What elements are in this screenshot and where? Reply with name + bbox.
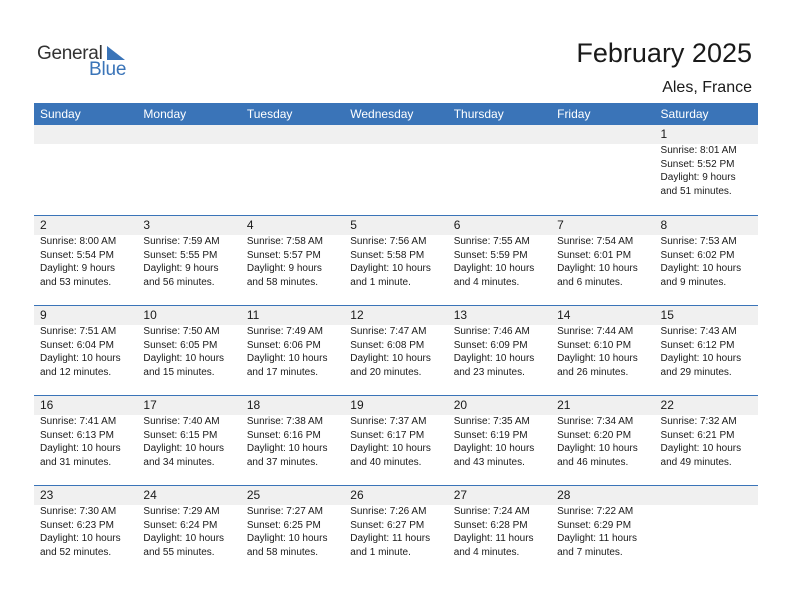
sunrise-time: Sunrise: 7:40 AM [143,416,220,427]
sunset-time: Sunset: 6:06 PM [246,339,321,351]
day-number: 5 [350,218,357,232]
sunrise-time: Sunrise: 7:24 AM [453,506,530,517]
day-cell [137,216,240,305]
sunrise-time: Sunrise: 8:00 AM [40,236,117,247]
daylight-minutes: and 31 minutes. [40,456,112,468]
daylight-minutes: and 34 minutes. [143,456,215,468]
daylight-minutes: and 29 minutes. [660,366,732,378]
sunrise-time: Sunrise: 7:27 AM [246,506,323,517]
weekday-saturday: Saturday [660,107,709,121]
daylight-hours: Daylight: 10 hours [350,443,431,454]
day-number: 20 [453,398,468,412]
sunset-time: Sunset: 6:29 PM [557,519,632,531]
empty-day-cell [448,125,551,215]
daylight-hours: Daylight: 9 hours [660,172,736,183]
sunset-time: Sunset: 5:58 PM [350,249,425,261]
empty-day-cell [655,486,758,575]
weekday-tuesday: Tuesday [246,107,293,121]
daylight-hours: Daylight: 10 hours [40,443,121,454]
day-number: 7 [557,218,564,232]
sunset-time: Sunset: 6:28 PM [453,519,528,531]
daylight-hours: Daylight: 11 hours [453,533,534,544]
sunset-time: Sunset: 5:52 PM [660,158,735,170]
daylight-minutes: and 55 minutes. [143,546,215,558]
daylight-minutes: and 4 minutes. [453,546,520,558]
sunset-time: Sunset: 6:02 PM [660,249,735,261]
sunset-time: Sunset: 6:01 PM [557,249,632,261]
sunset-time: Sunset: 6:12 PM [660,339,735,351]
daylight-hours: Daylight: 10 hours [246,443,328,454]
day-cell [344,396,447,485]
daylight-hours: Daylight: 10 hours [557,353,638,364]
daylight-hours: Daylight: 10 hours [453,263,535,274]
sunset-time: Sunset: 6:08 PM [350,339,425,351]
sunset-time: Sunset: 6:09 PM [453,339,528,351]
empty-day-cell [137,125,240,215]
day-number-bar [551,125,654,144]
day-number: 9 [40,308,47,322]
sunrise-time: Sunrise: 7:50 AM [143,326,220,337]
daylight-hours: Daylight: 10 hours [453,353,535,364]
sunset-time: Sunset: 6:15 PM [143,429,218,441]
day-number: 12 [350,308,364,322]
day-number: 25 [246,488,261,502]
weekday-monday: Monday [143,107,187,121]
week-row [34,125,758,215]
day-cell [137,396,240,485]
daylight-minutes: and 53 minutes. [40,276,112,288]
sunrise-time: Sunrise: 7:30 AM [40,506,117,517]
daylight-hours: Daylight: 10 hours [660,443,742,454]
daylight-hours: Daylight: 10 hours [350,353,431,364]
daylight-minutes: and 23 minutes. [453,366,525,378]
daylight-minutes: and 46 minutes. [557,456,629,468]
day-cell [241,396,344,485]
daylight-hours: Daylight: 10 hours [40,533,121,544]
sunrise-time: Sunrise: 7:26 AM [350,506,427,517]
day-cell [344,216,447,305]
sunrise-time: Sunrise: 7:35 AM [453,416,530,427]
daylight-hours: Daylight: 10 hours [557,443,638,454]
empty-day-cell [241,125,344,215]
sunset-time: Sunset: 6:13 PM [40,429,114,441]
daylight-hours: Daylight: 9 hours [40,263,116,274]
day-cell [344,306,447,395]
daylight-minutes: and 7 minutes. [557,546,623,558]
daylight-minutes: and 26 minutes. [557,366,629,378]
daylight-minutes: and 56 minutes. [143,276,215,288]
sunrise-time: Sunrise: 7:32 AM [660,416,737,427]
daylight-hours: Daylight: 10 hours [350,263,431,274]
day-cell [137,486,240,575]
sunrise-time: Sunrise: 7:47 AM [350,326,427,337]
location-label: Ales, France [662,79,752,96]
week-row [34,485,758,575]
daylight-minutes: and 6 minutes. [557,276,623,288]
sunrise-time: Sunrise: 7:34 AM [557,416,634,427]
sunset-time: Sunset: 6:05 PM [143,339,218,351]
sunrise-time: Sunrise: 7:44 AM [557,326,634,337]
daylight-hours: Daylight: 10 hours [143,533,225,544]
day-number: 27 [453,488,468,502]
sunrise-time: Sunrise: 7:29 AM [143,506,220,517]
day-cell [655,306,758,395]
day-number: 2 [40,218,47,232]
weekday-sunday: Sunday [40,107,81,121]
daylight-hours: Daylight: 11 hours [350,533,431,544]
day-number: 4 [246,218,254,232]
daylight-hours: Daylight: 10 hours [660,263,742,274]
day-cell [241,486,344,575]
sunset-time: Sunset: 6:04 PM [40,339,114,351]
weekday-thursday: Thursday [453,107,504,121]
daylight-hours: Daylight: 10 hours [143,353,225,364]
sunset-time: Sunset: 5:59 PM [453,249,528,261]
empty-day-cell [344,125,447,215]
daylight-minutes: and 1 minute. [350,546,411,558]
day-cell [448,396,551,485]
daylight-minutes: and 51 minutes. [660,185,732,197]
day-number: 17 [143,398,157,412]
calendar-grid [34,103,758,575]
sunrise-time: Sunrise: 7:55 AM [453,236,530,247]
day-number: 23 [40,488,54,502]
day-number-bar [34,125,137,144]
day-number: 8 [660,218,668,232]
daylight-minutes: and 15 minutes. [143,366,215,378]
day-number: 18 [246,398,261,412]
daylight-hours: Daylight: 10 hours [660,353,742,364]
day-cell [241,306,344,395]
sunset-time: Sunset: 6:17 PM [350,429,425,441]
daylight-hours: Daylight: 10 hours [246,533,328,544]
sunset-time: Sunset: 5:55 PM [143,249,218,261]
sunset-time: Sunset: 6:24 PM [143,519,218,531]
day-number: 16 [40,398,54,412]
day-cell [448,486,551,575]
logo-general-text: General [37,43,103,64]
daylight-minutes: and 43 minutes. [453,456,525,468]
day-cell [551,486,654,575]
day-cell [551,306,654,395]
sunset-time: Sunset: 5:54 PM [40,249,114,261]
daylight-hours: Daylight: 10 hours [246,353,328,364]
sunrise-time: Sunrise: 7:46 AM [453,326,530,337]
sunrise-time: Sunrise: 7:49 AM [246,326,323,337]
sunset-time: Sunset: 6:23 PM [40,519,114,531]
daylight-minutes: and 20 minutes. [350,366,422,378]
daylight-hours: Daylight: 9 hours [246,263,322,274]
day-number-bar [241,125,344,144]
sunrise-time: Sunrise: 7:41 AM [40,416,117,427]
day-cell [34,396,137,485]
sunrise-time: Sunrise: 7:38 AM [246,416,323,427]
daylight-hours: Daylight: 10 hours [40,353,121,364]
sunrise-time: Sunrise: 7:43 AM [660,326,737,337]
sunset-time: Sunset: 5:57 PM [246,249,321,261]
calendar-weeks [34,125,758,575]
sunrise-time: Sunrise: 7:56 AM [350,236,427,247]
sunset-time: Sunset: 6:25 PM [246,519,321,531]
day-cell [551,216,654,305]
day-cell [448,216,551,305]
day-number: 13 [453,308,468,322]
sunrise-time: Sunrise: 7:51 AM [40,326,117,337]
page-title: February 2025 [576,38,752,68]
day-cell [655,396,758,485]
sunset-time: Sunset: 6:20 PM [557,429,632,441]
day-number: 6 [453,218,461,232]
sunrise-time: Sunrise: 7:58 AM [246,236,323,247]
day-cell [448,306,551,395]
daylight-hours: Daylight: 11 hours [557,533,637,544]
day-cell [655,216,758,305]
daylight-minutes: and 58 minutes. [246,546,319,558]
weekday-wednesday: Wednesday [350,107,414,121]
daylight-minutes: and 40 minutes. [350,456,422,468]
day-number-bar [448,125,551,144]
day-number: 1 [660,127,668,141]
day-cell [241,216,344,305]
week-row [34,305,758,395]
daylight-hours: Daylight: 10 hours [557,263,638,274]
day-number-bar [344,125,447,144]
day-number: 26 [350,488,364,502]
day-number: 24 [143,488,157,502]
daylight-hours: Daylight: 9 hours [143,263,219,274]
daylight-minutes: and 37 minutes. [246,456,319,468]
sunrise-time: Sunrise: 7:54 AM [557,236,634,247]
weekday-header-row [34,103,758,125]
daylight-minutes: and 1 minute. [350,276,411,288]
sunset-time: Sunset: 6:10 PM [557,339,632,351]
day-number: 11 [246,308,260,322]
day-cell [34,216,137,305]
daylight-minutes: and 49 minutes. [660,456,732,468]
daylight-hours: Daylight: 10 hours [453,443,535,454]
daylight-minutes: and 12 minutes. [40,366,112,378]
sunrise-time: Sunrise: 7:59 AM [143,236,220,247]
logo-blue-text: Blue [89,59,127,80]
sunrise-time: Sunrise: 7:37 AM [350,416,427,427]
day-cell [655,125,758,215]
day-number: 28 [557,488,571,502]
day-number: 3 [143,218,151,232]
day-cell [34,306,137,395]
sunrise-time: Sunrise: 7:22 AM [557,506,634,517]
empty-day-cell [34,125,137,215]
day-number: 15 [660,308,674,322]
week-row [34,395,758,485]
daylight-minutes: and 4 minutes. [453,276,520,288]
daylight-hours: Daylight: 10 hours [143,443,225,454]
day-number-bar [655,486,758,505]
sunrise-time: Sunrise: 8:01 AM [660,145,737,156]
weekday-friday: Friday [557,107,591,121]
sunset-time: Sunset: 6:16 PM [246,429,321,441]
day-number: 14 [557,308,571,322]
daylight-minutes: and 52 minutes. [40,546,112,558]
sunset-time: Sunset: 6:27 PM [350,519,425,531]
sunrise-time: Sunrise: 7:53 AM [660,236,737,247]
daylight-minutes: and 9 minutes. [660,276,727,288]
day-number: 10 [143,308,157,322]
sunset-time: Sunset: 6:19 PM [453,429,528,441]
empty-day-cell [551,125,654,215]
week-row [34,215,758,305]
daylight-minutes: and 17 minutes. [246,366,319,378]
day-number: 19 [350,398,364,412]
day-cell [551,396,654,485]
sunset-time: Sunset: 6:21 PM [660,429,735,441]
day-cell [34,486,137,575]
day-number: 22 [660,398,674,412]
day-cell [137,306,240,395]
day-number-bar [137,125,240,144]
day-number: 21 [557,398,571,412]
daylight-minutes: and 58 minutes. [246,276,319,288]
day-cell [344,486,447,575]
logo [37,43,137,83]
